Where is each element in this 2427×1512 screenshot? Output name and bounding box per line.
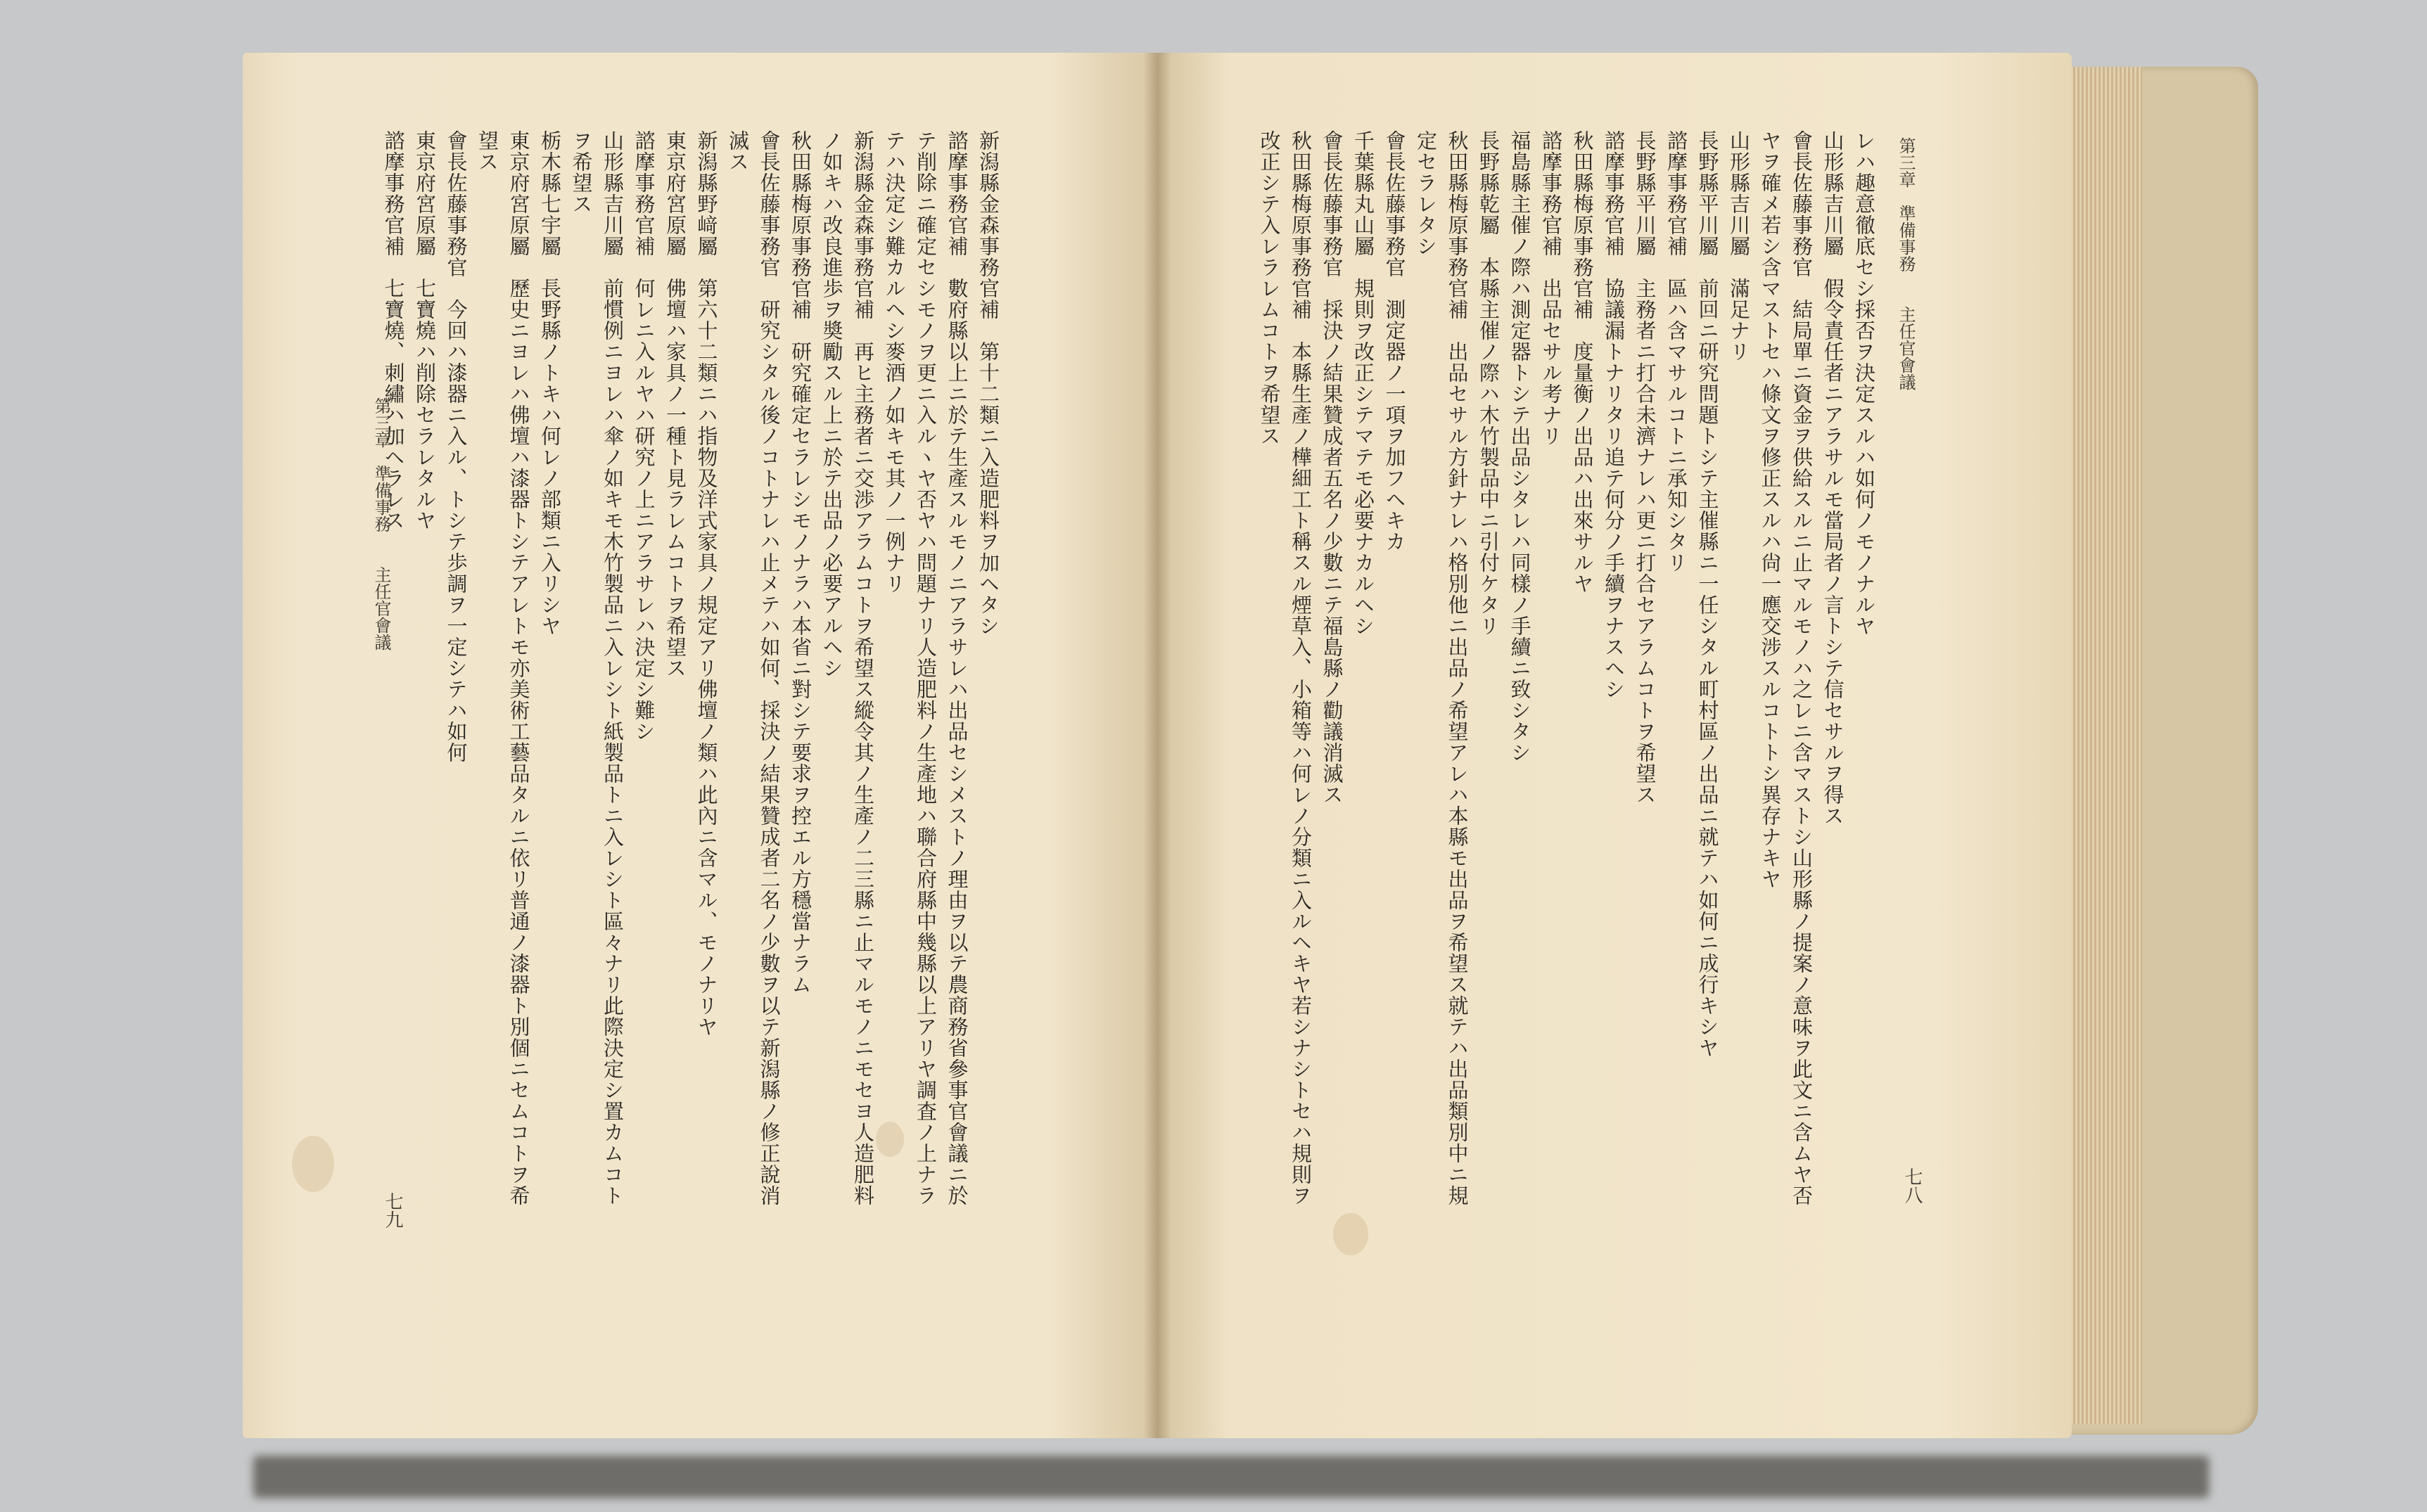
text-column: 新潟縣金森事務官補 第十二類ニ入造肥料ヲ加ヘタシ: [976, 130, 1000, 636]
text-column: 會長佐藤事務官 測定器ノ一項ヲ加フヘキカ: [1382, 130, 1407, 552]
text-column: 東京府宮原屬 佛壇ハ家具ノ一種ト見ラレムコトヲ希望ス: [663, 130, 687, 679]
right-page: [1157, 53, 2072, 1438]
text-column: 秋田縣梅原事務官補 本縣生產ノ樺細工ト稱スル煙草入、小箱等ハ何レノ分類ニ入ルヘキヤ若シナシトセハ規則ヲ: [1289, 130, 1313, 1206]
text-column: 諮摩事務官補 區ハ含マサルコトニ承知シタリ: [1664, 130, 1688, 573]
text-column: 新潟縣金森事務官補 再ヒ主務者ニ交渉アラムコトヲ希望ス縱令其ノ生產ノ二三縣ニ止マルモノニモセヨ人造肥料: [851, 130, 875, 1206]
paper-stain: [292, 1136, 334, 1192]
text-column: 諮摩事務官補 七寶燒、刺繡ハ加ヘラレス: [381, 130, 406, 531]
text-column: 長野縣乾屬 本縣主催ノ際ハ木竹製品中ニ引付ケタリ: [1477, 130, 1501, 636]
paper-stain: [876, 1122, 904, 1157]
book-gutter: [1143, 53, 1171, 1438]
text-column: 長野縣平川屬 前回ニ研究問題トシテ主催縣ニ一任シタル町村區ノ出品ニ就テハ如何ニ成行キシヤ: [1695, 130, 1720, 1058]
text-column: 會長佐藤事務官 研究シタル後ノコトナレハ止メテハ如何、採決ノ結果贊成者二名ノ少數ヲ以テ新潟縣ノ修正說消: [757, 130, 782, 1206]
text-column: 諮摩事務官補 出品セサル考ナリ: [1539, 130, 1563, 447]
text-column: テ削除ニ確定セシモノヲ更ニ入ルヽヤ否ヤハ問題ナリ人造肥料ノ生產地ハ聯合府縣中幾縣以上アリヤ調査ノ上ナラ: [914, 130, 938, 1206]
text-column: レハ趣意徹底セシ採否ヲ決定スルハ如何ノモノナルヤ: [1852, 130, 1876, 636]
text-column: 新潟縣野﨑屬 第六十二類ニハ指物及洋式家具ノ規定アリ佛壇ノ類ハ此內ニ含マル、モノナリヤ: [694, 130, 719, 1037]
text-column: ノ如キハ改良進歩ヲ奬勵スル上ニ於テ出品ノ必要アルヘシ: [820, 130, 844, 679]
text-column: 會長佐藤事務官 結局單ニ資金ヲ供給スルニ止マルモノハ之レニ含マストシ山形縣ノ提案ノ意味ヲ此文ニ含ムヤ否: [1790, 130, 1814, 1206]
text-column: ヤヲ確メ若シ含マストセハ條文ヲ修正スルハ尙一應交涉スルコトトシ異存ナキヤ: [1758, 130, 1783, 890]
text-column: 秋田縣梅原事務官補 度量衡ノ出品ハ出來サルヤ: [1570, 130, 1595, 594]
text-column: 諮摩事務官補 數府縣以上ニ於テ生產スルモノニアラサレハ出品セシメストノ理由ヲ以テ農商務省參事官會議ニ於: [945, 130, 969, 1206]
text-column: 千葉縣丸山屬 規則ヲ改正シテマテモ必要ナカルヘシ: [1351, 130, 1375, 636]
text-column: 改正シテ入レラレムコトヲ希望ス: [1257, 130, 1282, 447]
text-column: 會長佐藤事務官 採決ノ結果贊成者五名ノ少數ニテ福島縣ノ勸議消滅ス: [1320, 130, 1344, 805]
text-column: 秋田縣梅原事務官補 出品セサル方針ナレハ格別他ニ出品ノ希望アレハ本縣モ出品ヲ希望ス就テハ出品類別中ニ規: [1445, 130, 1470, 1206]
text-column: 福島縣主催ノ際ハ測定器トシテ出品シタレハ同樣ノ手續ニ致シタシ: [1508, 130, 1532, 763]
text-column: 栃木縣七宇屬 長野縣ノトキハ何レノ部類ニ入リシヤ: [538, 130, 562, 636]
text-column: 山形縣吉川屬 滿足ナリ: [1727, 130, 1751, 362]
text-column: 山形縣吉川屬 前慣例ニヨレハ傘ノ如キモ木竹製品ニ入レシト紙製品トニ入レシト區々ナリ此際決定シ置カムコト: [601, 130, 625, 1206]
text-column: 長野縣平川屬 主務者ニ打合未濟ナレハ更ニ打合セアラムコトヲ希望ス: [1633, 130, 1657, 805]
right-folio: 第三章 準備事務 主任官會議: [1896, 137, 1916, 390]
left-page: [243, 53, 1157, 1438]
left-folio: 第三章 準備事務 主任官會議: [371, 397, 391, 651]
text-column: 望ス: [476, 130, 499, 172]
book-shadow: [253, 1456, 2209, 1498]
left-page-number: 七九: [382, 1192, 403, 1229]
text-column: 諮摩事務官補 何レニ入ルヤハ研究ノ上ニアラサレハ決定シ難シ: [632, 130, 656, 742]
text-column: テハ決定シ難カルヘシ麥酒ノ如キモ其ノ一例ナリ: [882, 130, 907, 594]
page-edges: [2065, 67, 2142, 1424]
text-column: 東京府宮原屬 歷史ニヨレハ佛壇ハ漆器トシテアレトモ亦美術工藝品タルニ依リ普通ノ漆器ト別個ニセムコトヲ希: [507, 130, 531, 1206]
text-column: 秋田縣梅原事務官補 研究確定セラレシモノナラハ本省ニ對シテ要求ヲ控エル方穩當ナラム: [789, 130, 813, 995]
text-column: 諮摩事務官補 協議漏トナリタリ追テ何分ノ手續ヲナスヘシ: [1602, 130, 1626, 700]
right-page-number: 七八: [1902, 1167, 1923, 1204]
text-column: 滅ス: [726, 130, 750, 172]
paper-stain: [1333, 1213, 1368, 1255]
text-column: ヲ希望ス: [569, 130, 594, 214]
text-column: 會長佐藤事務官 今回ハ漆器ニ入ル、トシテ歩調ヲ一定シテハ如何: [444, 130, 469, 763]
text-column: 東京府宮原屬 七寶燒ハ削除セラレタルヤ: [413, 130, 437, 531]
text-column: 定セラレタシ: [1414, 130, 1438, 257]
text-column: 山形縣吉川屬 假令責任者ニアラサルモ當局者ノ言トシテ信セサルヲ得ス: [1821, 130, 1845, 826]
